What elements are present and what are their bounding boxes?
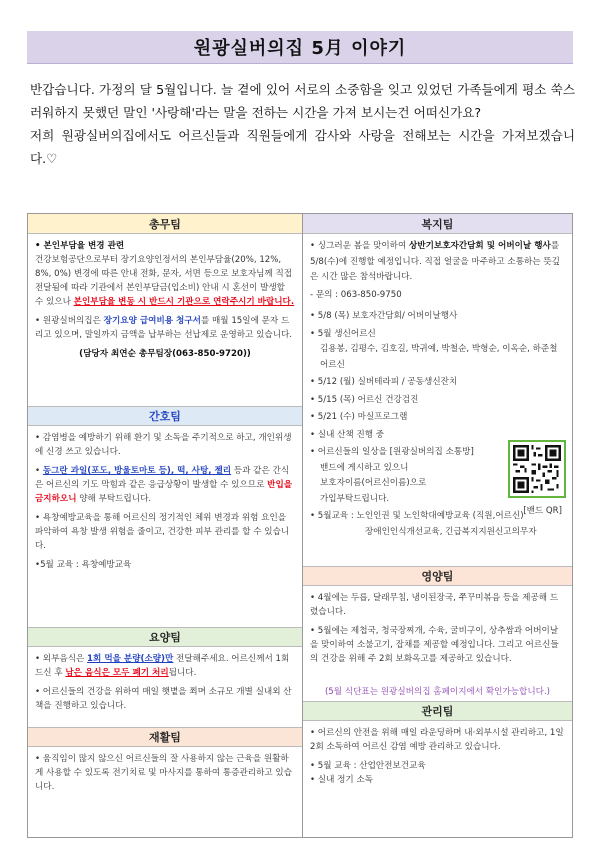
- newsletter-title-bar: [27, 31, 573, 64]
- welfare-event-pre: • 싱그러운 봄을 맞이하여: [310, 241, 410, 251]
- welfare-walk: • 실내 산책 진행 중: [310, 429, 385, 440]
- care-food-portion: 1회 먹을 분량(소량)만: [87, 654, 174, 664]
- nutrition-april-menu: • 4월에는 두릅, 달래무침, 냉이된장국, 쭈꾸미볶음 등을 제공해 드렸습니다.: [310, 593, 559, 617]
- facility-header: 관리팀: [303, 701, 572, 721]
- welfare-birthday-title: • 5월 생신어르신: [310, 328, 376, 339]
- welfare-schedule-5-15: • 5/15 (목) 어르신 건강검진: [310, 394, 419, 405]
- band-qr-code[interactable]: [508, 440, 566, 498]
- intro-paragraph-2: 저희 원광실버의집에서도 어르신들과 직원들에게 감사와 사랑을 전해보는 시간을 가져보겠습니다.♡: [30, 128, 575, 166]
- copay-change-title: • 본인부담율 변경 관련: [35, 241, 125, 251]
- nursing-bedsore-note: • 욕창예방교육을 통해 어르신의 정기적인 체위 변경과 위험 요인을 파악하여 욕창 발생 위험을 줄이고, 건강한 피부 관리를 할 수 있습니다.: [35, 513, 290, 551]
- nursing-snack-mid: 등과 같은 간식은 어르신의 기도 막힘과 같은 응급상황이 발생할 수 있으므로: [35, 466, 290, 490]
- nursing-banned-snacks: 동그란 과일(포도, 방울토마토 등), 떡, 사탕, 젤리: [42, 466, 232, 476]
- nursing-snack-ban: 반입을 금지하오니: [35, 480, 293, 504]
- team-news-grid: [27, 213, 573, 838]
- welfare-inquiry: - 문의 : 063-850-9750: [310, 289, 402, 300]
- welfare-band-line-3: 보호자이름(어르신이름)으로: [320, 478, 427, 488]
- care-food-mid: 전달해주세요. 어르신께서 1회 드신 후: [35, 654, 290, 678]
- welfare-schedule-5-21: • 5/21 (수) 마실프로그램: [310, 412, 408, 422]
- care-walk-note: • 어르신들의 건강을 위하여 매일 햇볕을 쬐며 소규모 개별 실내외 산책을 진행하고 있습니다.: [35, 687, 292, 711]
- care-section: [28, 627, 302, 727]
- nursing-infection-note: • 감염병을 예방하기 위해 환기 및 소독을 주기적으로 하고, 개인위생에 신경 쓰고 있습니다.: [35, 433, 292, 457]
- care-food-post: 됩니다.: [168, 668, 197, 678]
- welfare-schedule-5-8: • 5/8 (목) 보호자간담회/ 어버이날행사: [310, 311, 458, 321]
- nutrition-header: 영양팀: [303, 566, 572, 586]
- right-column: [303, 214, 572, 837]
- general-affairs-header: 총무팀: [28, 214, 302, 234]
- nursing-header: 간호팀: [28, 406, 302, 426]
- nutrition-menu-note: (5월 식단표는 원광실버의집 홈페이지에서 확인가능합니다.): [324, 687, 551, 697]
- welfare-band-line-2: 밴드에 게시하고 있으니: [320, 462, 409, 473]
- nutrition-section: [303, 566, 572, 681]
- nursing-education: •5월 교육 : 욕창예방교육: [35, 560, 132, 570]
- welfare-band-line-1: • 어르신들의 일상을 [원광실버의집 소통방]: [310, 447, 474, 457]
- rehab-section: [28, 727, 302, 837]
- welfare-event-post: 를 5/8(수)에 진행할 예정입니다. 직접 얼굴을 마주하고 소통하는 뜻깊은 시간 많은 참석바랍니다.: [310, 241, 560, 282]
- care-header: 요양팀: [28, 627, 302, 647]
- copay-change-body: 건강보험공단으로부터 장기요양인정서의 본인부담율(20%, 12%, 8%, 0%) 변경에 따른 안내 전화, 문자, 서면 등으로 보호자님께 직접 전달됨에 따라 기관에서 본인부담금(입소비) 안내 시 혼선이 발생할 수 있으나: [35, 255, 293, 307]
- general-affairs-contact: (담당자 최연순 총무팀장(063-850-9720)): [79, 349, 251, 359]
- welfare-event-highlight: 상반기보호자간담회 및 어버이날 행사: [409, 241, 551, 251]
- left-column: [28, 214, 303, 837]
- newsletter-title: 원광실버의집 5月 이야기: [193, 38, 407, 59]
- billing-text-post: 를 매월 15일에 문자 드리고 있으며, 말일까지 금액을 납부하는 선납제로 운영하고 있습니다.: [35, 316, 293, 340]
- rehab-therapy-note: • 움직임이 많지 않으신 어르신들의 잘 사용하지 않는 근육을 원활하게 사용할 수 있도록 전기치료 및 마사지를 통하여 통증관리하고 있습니다.: [35, 754, 293, 792]
- welfare-header: 복지팀: [303, 214, 572, 234]
- facility-education: • 5월 교육 : 산업안전보건교육: [310, 761, 426, 771]
- nursing-snack-post: 양해 부탁드립니다.: [76, 494, 152, 504]
- billing-statement-highlight: 장기요양 급여비용 청구서: [103, 316, 201, 326]
- band-qr-label: [밴드 QR]: [523, 506, 562, 516]
- nursing-section: [28, 406, 302, 627]
- welfare-education-line-2: 장애인인식개선교육, 긴급복지지원신고의무자: [365, 526, 537, 537]
- facility-safety-note: • 어르신의 안전을 위해 매일 라운딩하며 내·외부시설 관리하고, 1일 2회 소독하여 어르신 감염 예방 관리하고 있습니다.: [310, 728, 564, 752]
- care-food-pre: • 외부음식은: [35, 654, 88, 664]
- welfare-schedule-5-12: • 5/12 (월) 실버테라피 / 공동생신잔치: [310, 377, 458, 387]
- welfare-section: [303, 214, 572, 566]
- copay-change-warning: 본인부담율 변동 시 반드시 기관으로 연락주시기 바랍니다.: [73, 297, 295, 307]
- qr-code-icon: [513, 445, 561, 493]
- welfare-birthday-names: 김용봉, 김평수, 김호길, 박귀예, 박철순, 박형순, 이옥순, 하준철어르신: [320, 344, 558, 370]
- rehab-header: 재활팀: [28, 727, 302, 747]
- facility-disinfection: • 실내 정기 소독: [310, 775, 374, 785]
- general-affairs-section: [28, 214, 302, 406]
- nursing-snack-prefix: •: [35, 466, 43, 476]
- facility-section: [303, 701, 572, 837]
- billing-text-pre: • 원광실버의집은: [35, 316, 104, 326]
- welfare-band-line-4: 가입부탁드립니다.: [320, 493, 390, 504]
- intro-paragraph-1: 반갑습니다. 가정의 달 5월입니다. 늘 곁에 있어 서로의 소중함을 잊고 있었던 가족들에게 평소 쑥스러워하지 못했던 말인 '사랑해'라는 말을 전하는 시간을 가져 보시는건 어떠신가요?: [30, 82, 575, 120]
- care-food-discard: 남은 음식은 모두 폐기 처리: [65, 668, 169, 678]
- welfare-education-title: • 5월교육 : 노인인권 및 노인학대예방교육 (직원,어르신): [310, 511, 524, 521]
- intro-text: [30, 78, 575, 170]
- nutrition-may-menu: • 5월에는 제첩국, 청국장찌개, 수육, 굴비구이, 상추쌈과 어버이날을 맞이하여 소불고기, 잡채를 제공할 예정입니다. 그리고 어르신들의 건강을 위해 주 2회 보화옥고를 제공하고 있습니다.: [310, 626, 559, 664]
